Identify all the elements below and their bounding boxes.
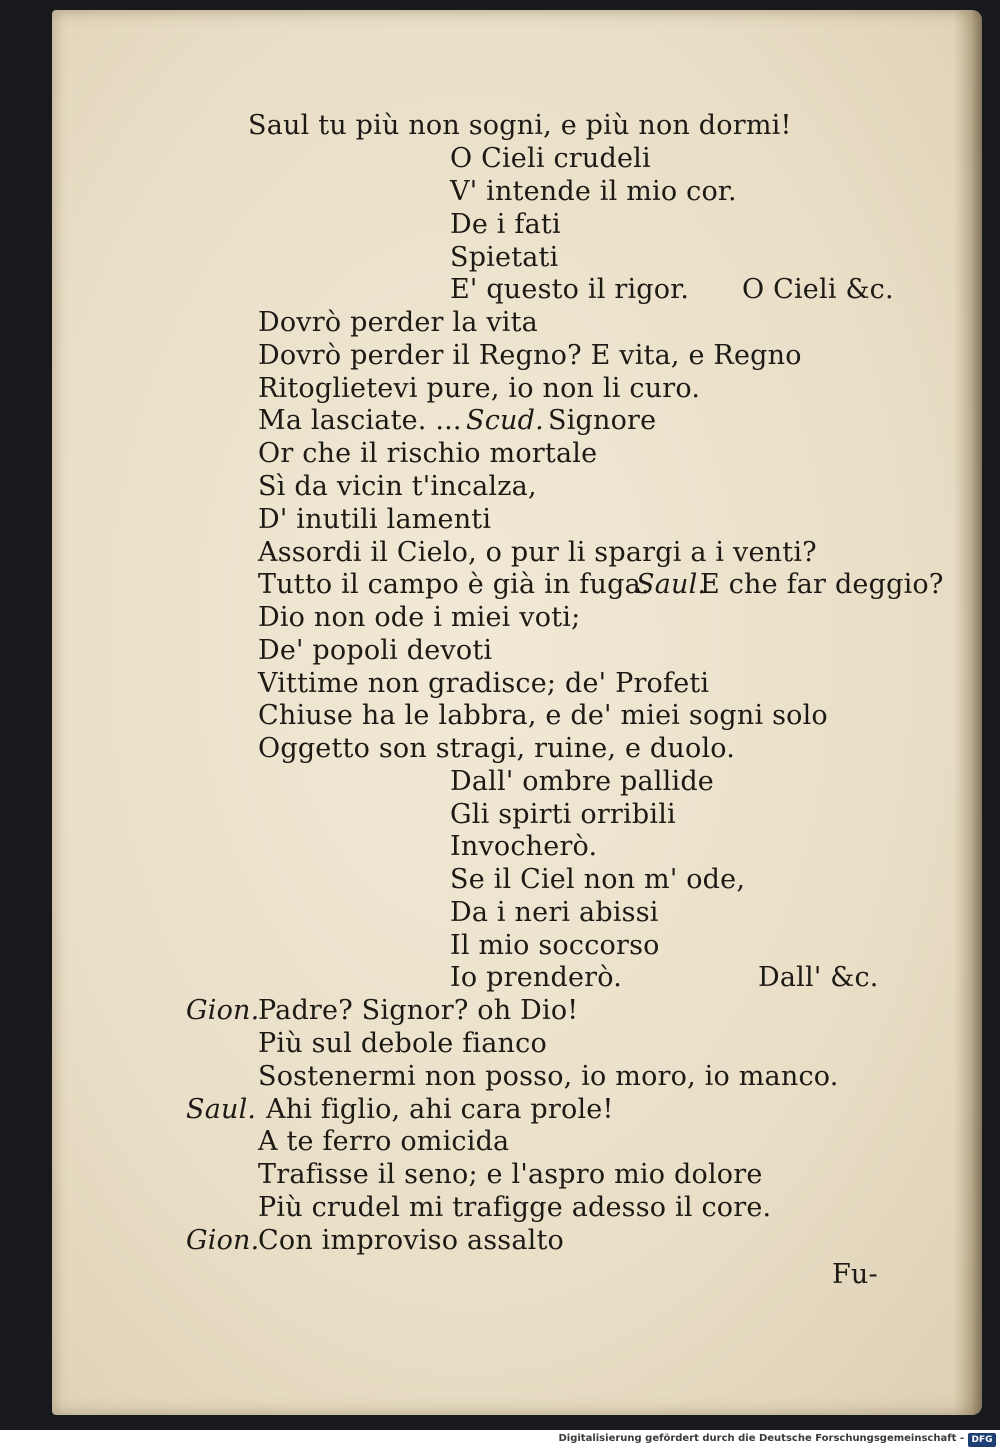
text-line: Spietati [450, 242, 559, 273]
text-line: Più sul debole fianco [258, 1028, 547, 1059]
catchword: Fu- [832, 1259, 878, 1290]
text-line: Or che il rischio mortale [258, 438, 598, 469]
text-line: Dovrò perder il Regno? E vita, e Regno [258, 340, 802, 371]
text-line: A te ferro omicida [258, 1126, 510, 1157]
text-line: Dall' ombre pallide [450, 766, 714, 797]
text-line: Assordi il Cielo, o pur li spargi a i venti? [258, 537, 817, 568]
funding-notice: Digitalisierung gefördert durch die Deutsche Forschungsgemeinschaft - [558, 1433, 964, 1444]
text-line: V' intende il mio cor. [450, 176, 737, 207]
speaker-label: Gion. [186, 1225, 260, 1256]
text-line: Chiuse ha le labbra, e de' miei sogni solo [258, 700, 828, 731]
chorus-cue: O Cieli &c. [742, 274, 894, 305]
text-line: Sostenermi non posso, io moro, io manco. [258, 1061, 839, 1092]
text-line: Con improviso assalto [258, 1225, 564, 1256]
text-line: Oggetto son stragi, ruine, e duolo. [258, 733, 736, 764]
text-line: Signore [548, 405, 657, 436]
text-line: Gli spirti orribili [450, 799, 676, 830]
text-line: Ritoglietevi pure, io non li curo. [258, 373, 701, 404]
text-line: Ma lasciate. ... [258, 405, 462, 436]
text-line: Tutto il campo è già in fuga. [258, 569, 650, 600]
text-line: Dovrò perder la vita [258, 307, 538, 338]
text-line: Il mio soccorso [450, 930, 660, 961]
text-line: D' inutili lamenti [258, 504, 492, 535]
text-line: O Cieli crudeli [450, 143, 651, 174]
speaker-label: Saul. [636, 569, 707, 600]
text-line: Ahi figlio, ahi cara prole! [266, 1094, 614, 1125]
text-line: Se il Ciel non m' ode, [450, 864, 746, 895]
chorus-cue: Dall' &c. [758, 962, 879, 993]
speaker-label: Gion. [186, 995, 260, 1026]
text-line: De i fati [450, 209, 561, 240]
text-line: E' questo il rigor. [450, 274, 690, 305]
text-line: Dio non ode i miei voti; [258, 602, 581, 633]
digitization-footer [0, 1430, 1000, 1451]
text-line: Più crudel mi trafigge adesso il core. [258, 1192, 772, 1223]
text-line: De' popoli devoti [258, 635, 493, 666]
text-line: Padre? Signor? oh Dio! [258, 995, 579, 1026]
book-page [52, 10, 982, 1415]
text-line: Trafisse il seno; e l'aspro mio dolore [258, 1159, 763, 1190]
text-line: Saul tu più non sogni, e più non dormi! [248, 110, 792, 141]
speaker-label: Saul. [186, 1094, 257, 1125]
text-line: Invocherò. [450, 831, 598, 862]
speaker-label: Scud. [466, 405, 544, 436]
text-line: Da i neri abissi [450, 897, 659, 928]
text-line: E che far deggio? [700, 569, 944, 600]
text-line: Sì da vicin t'incalza, [258, 471, 537, 502]
text-line: Io prenderò. [450, 962, 622, 993]
dfg-logo: DFG [968, 1433, 996, 1447]
text-line: Vittime non gradisce; de' Profeti [258, 668, 710, 699]
